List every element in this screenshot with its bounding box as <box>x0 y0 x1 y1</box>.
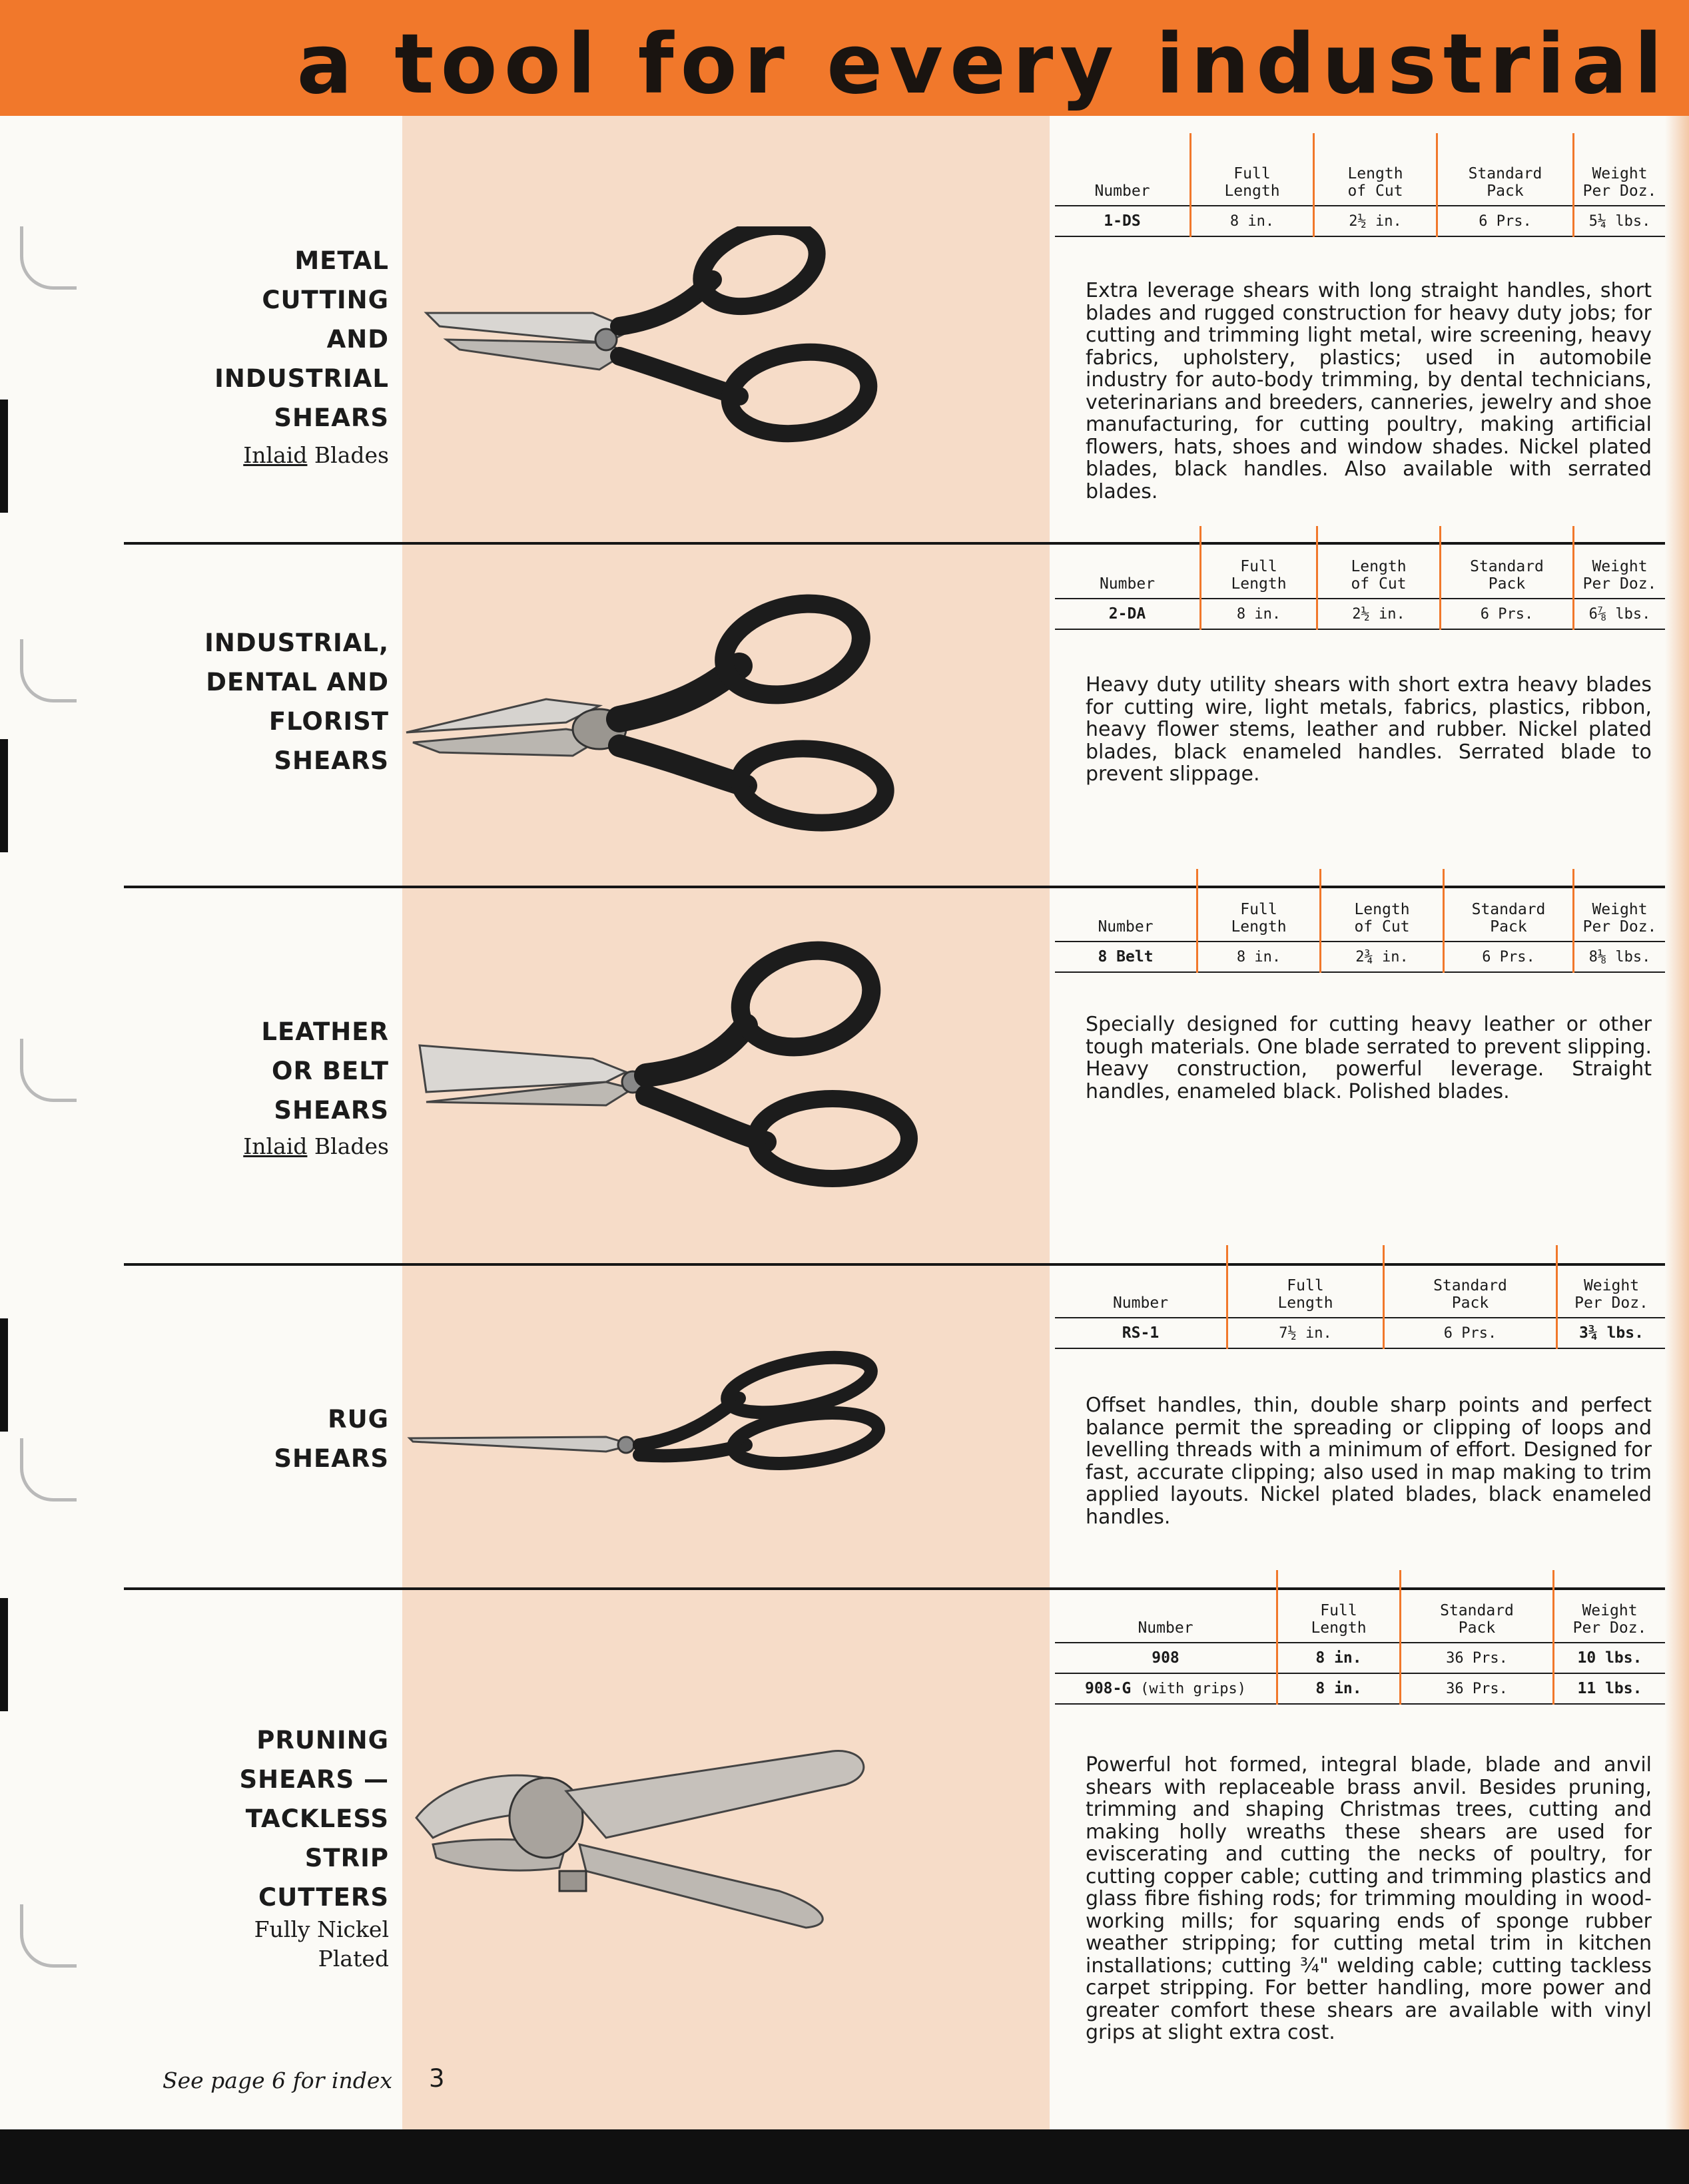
index-note: See page 6 for index <box>163 2067 393 2093</box>
table-cell: 2¾ in. <box>1321 942 1444 972</box>
table-cell: 7½ in. <box>1227 1318 1384 1348</box>
header-bar <box>0 0 1689 116</box>
table-cell: 5¼ lbs. <box>1574 206 1666 236</box>
punch-hole <box>20 226 77 290</box>
column-header: Number <box>1055 133 1191 206</box>
section-description: Powerful hot formed, integral blade, blade and anvil shears with replaceable brass anvil. Besides pruning, trimming and shaping Christmas trees, cutting and making holly wreaths these shears are used for eviscerating and cutting the necks of poultry, for cutting copper cable; cutting and trimming plastics and glass fibre fishing rods; for trimming moulding in wood-working mills; for squaring ends of sponge rubber weather stripping; for cutting metal trim in kitchen installations; cutting ¾" welding cable; cutting tackless carpet stripping. For better handling, more power and greater comfort these shears are available with vinyl grips at slight extra cost. <box>1086 1753 1652 2044</box>
binder-tab <box>0 1598 8 1711</box>
section-title-metal-cutting: METAL CUTTING AND INDUSTRIAL SHEARS <box>214 246 389 432</box>
section-description: Heavy duty utility shears with short extra heavy blades for cutting wire, light metals, fabrics, plastics, ribbon, heavy flower stems, leather and rubber. Nickel plated blades, black enameled handles. Serrated blade to prevent slippage. <box>1086 673 1652 786</box>
table-cell: 11 lbs. <box>1554 1673 1666 1704</box>
column-header: Weight Per Doz. <box>1574 133 1666 206</box>
table-header-row <box>1055 869 1665 942</box>
page-edge <box>1665 116 1689 2129</box>
section-description: Extra leverage shears with long straight handles, short blades and rugged construction for heavy duty jobs; for cutting and trimming light metal, wire screening, heavy fabrics, upholstery, plastics; used in automobile industry for auto-body trimming, by dental technicians, veterinarians and breeders, canneries, jewelry and shoe manufacturing, for cutting poultry, making artificial flowers, hats, shoes and window shades. Nickel plated blades, black handles. Also available with serrated blades. <box>1086 279 1652 503</box>
table-cell: 8 in. <box>1191 206 1314 236</box>
section-title-pruning: PRUNING SHEARS — TACKLESS STRIP CUTTERS <box>239 1726 389 1912</box>
binder-tab <box>0 1318 8 1432</box>
table-cell: 8 in. <box>1277 1643 1401 1673</box>
column-header: Full Length <box>1191 133 1314 206</box>
page-title: a tool for every industrial <box>296 17 1669 113</box>
column-header: Full Length <box>1277 1570 1401 1643</box>
page-number: 3 <box>429 2064 445 2093</box>
column-header: Weight Per Doz. <box>1557 1245 1666 1318</box>
punch-hole <box>20 639 77 702</box>
table-cell: 8 in. <box>1197 942 1321 972</box>
section-subtitle: Inlaid Blades <box>243 1133 389 1159</box>
table-cell: 6 Prs. <box>1441 599 1574 629</box>
column-header: Weight Per Doz. <box>1574 526 1666 599</box>
table-cell: 36 Prs. <box>1401 1673 1554 1704</box>
table-cell: 6 Prs. <box>1444 942 1574 972</box>
column-header: Standard Pack <box>1444 869 1574 942</box>
table-row <box>1055 206 1665 236</box>
spec-table <box>1055 133 1665 237</box>
table-row <box>1055 1673 1665 1704</box>
table-row <box>1055 1318 1665 1348</box>
table-cell: 10 lbs. <box>1554 1643 1666 1673</box>
table-cell: 8⅛ lbs. <box>1574 942 1666 972</box>
binder-tab <box>0 739 8 852</box>
spec-table <box>1055 1245 1665 1349</box>
table-header-row <box>1055 526 1665 599</box>
table-cell: RS-1 <box>1055 1318 1227 1348</box>
column-header: Full Length <box>1227 1245 1384 1318</box>
spec-table <box>1055 1570 1665 1705</box>
table-cell: 8 in. <box>1277 1673 1401 1704</box>
column-header: Standard Pack <box>1401 1570 1554 1643</box>
row-note: (with grips) <box>1140 1681 1247 1697</box>
column-header: Length of Cut <box>1321 869 1444 942</box>
column-header: Standard Pack <box>1384 1245 1557 1318</box>
table-cell: 6 Prs. <box>1437 206 1574 236</box>
punch-hole <box>20 1904 77 1968</box>
table-cell: 908 <box>1055 1643 1277 1673</box>
column-header: Number <box>1055 1245 1227 1318</box>
table-cell: 2½ in. <box>1314 206 1437 236</box>
table-cell: 8 Belt <box>1055 942 1197 972</box>
industrial-shears-image <box>400 586 932 839</box>
rug-shears-image <box>406 1345 912 1498</box>
table-row <box>1055 599 1665 629</box>
section-description: Offset handles, thin, double sharp points and perfect balance permit the spreading or clipping of loops and levelling threads with a minimum of effort. Designed for fast, accurate clipping; also used in map making to trim applied layouts. Nickel plated blades, black enameled handles. <box>1086 1394 1652 1529</box>
table-cell: 2½ in. <box>1317 599 1441 629</box>
punch-hole <box>20 1039 77 1102</box>
section-title-industrial-dental: INDUSTRIAL, DENTAL AND FLORIST SHEARS <box>204 629 389 775</box>
column-header: Length of Cut <box>1317 526 1441 599</box>
table-cell: 8 in. <box>1201 599 1317 629</box>
metal-cutting-shears-image <box>413 226 946 446</box>
binder-tab <box>0 400 8 513</box>
footer-bar <box>0 2129 1689 2184</box>
column-header: Full Length <box>1201 526 1317 599</box>
column-header: Length of Cut <box>1314 133 1437 206</box>
column-header: Standard Pack <box>1437 133 1574 206</box>
table-cell: 2-DA <box>1055 599 1201 629</box>
table-row <box>1055 1643 1665 1673</box>
section-title-rug: RUG SHEARS <box>274 1405 389 1473</box>
section-subtitle: Inlaid Blades <box>243 442 389 468</box>
leather-belt-shears-image <box>406 939 939 1192</box>
column-header: Standard Pack <box>1441 526 1574 599</box>
pruning-shears-image <box>406 1738 939 1938</box>
table-header-row <box>1055 1570 1665 1643</box>
column-header: Number <box>1055 526 1201 599</box>
table-cell: 908-G (with grips) <box>1055 1673 1277 1704</box>
column-header: Weight Per Doz. <box>1554 1570 1666 1643</box>
column-header: Number <box>1055 869 1197 942</box>
table-cell: 1-DS <box>1055 206 1191 236</box>
table-cell: 36 Prs. <box>1401 1643 1554 1673</box>
column-header: Weight Per Doz. <box>1574 869 1666 942</box>
table-cell: 3¾ lbs. <box>1557 1318 1666 1348</box>
column-header: Number <box>1055 1570 1277 1643</box>
column-header: Full Length <box>1197 869 1321 942</box>
punch-hole <box>20 1438 77 1502</box>
section-title-leather-belt: LEATHER OR BELT SHEARS <box>261 1017 389 1125</box>
table-cell: 6 Prs. <box>1384 1318 1557 1348</box>
section-description: Specially designed for cutting heavy leather or other tough materials. One blade serrated to prevent slipping. Heavy construction, powerful leverage. Straight handles, enameled black. Polished blades. <box>1086 1013 1652 1103</box>
table-row <box>1055 942 1665 972</box>
spec-table <box>1055 869 1665 973</box>
spec-table <box>1055 526 1665 630</box>
table-cell: 6⅞ lbs. <box>1574 599 1666 629</box>
section-subtitle: Fully Nickel Plated <box>254 1916 389 1972</box>
table-header-row <box>1055 1245 1665 1318</box>
table-header-row <box>1055 133 1665 206</box>
